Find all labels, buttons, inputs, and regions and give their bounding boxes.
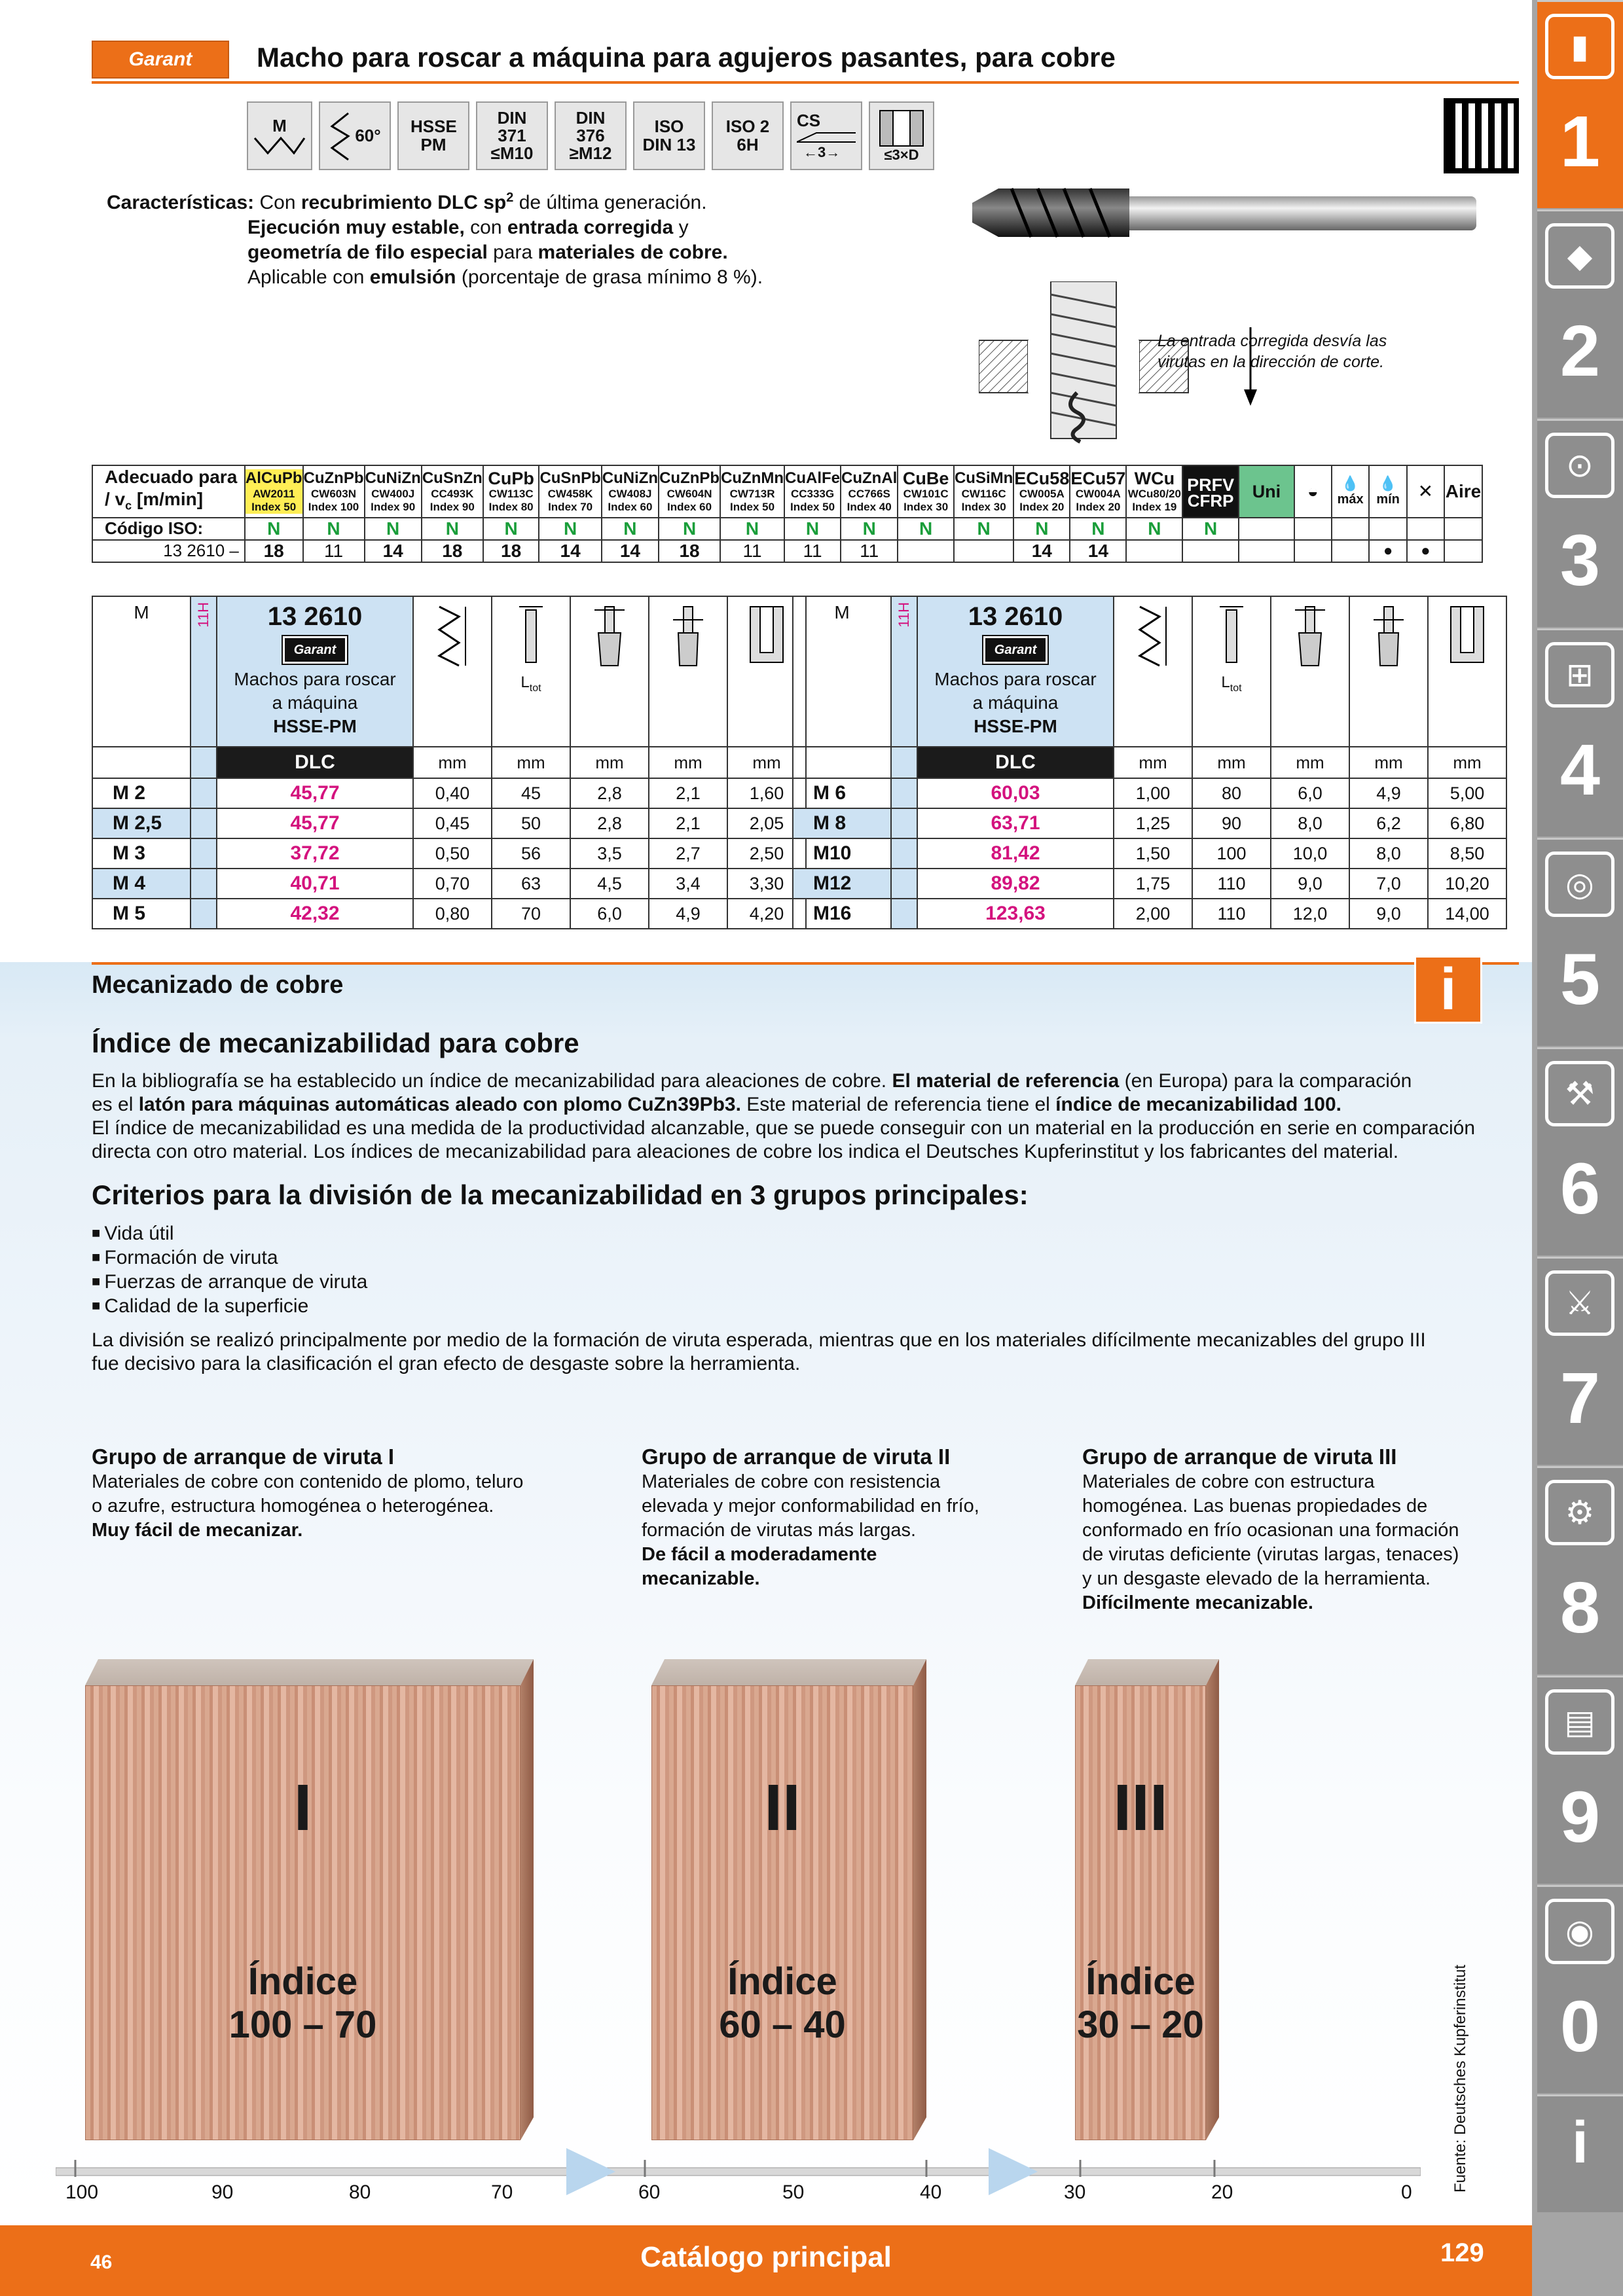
din376-label: DIN 376 ≥M12 [569, 107, 612, 164]
product-table [92, 596, 807, 929]
dim-cell-d2: 9,0 [1349, 899, 1428, 929]
material-table [92, 465, 1483, 563]
chapter-number: 5 [1559, 939, 1601, 1020]
speed-cell: 18 [483, 540, 539, 562]
dim-cell-p: 0,45 [413, 808, 492, 838]
chapter-number: 8 [1559, 1568, 1601, 1648]
depth-label: ≤3×D [884, 146, 919, 163]
iso-code-cell: N [954, 518, 1013, 540]
symbol-hsse [397, 101, 469, 170]
dim-cell-l: 110 [1192, 899, 1271, 929]
dim-cell-drill: 3,30 [727, 869, 806, 899]
price-cell: 60,03 [917, 778, 1114, 808]
material-col-12: CuSiMn CW116C Index 30 [954, 465, 1013, 518]
speed-cell: 18 [422, 540, 483, 562]
unit-label: mm [492, 747, 570, 778]
dim-cell-p: 1,00 [1114, 778, 1192, 808]
dim-cell-d1: 6,0 [570, 899, 649, 929]
dim-cell-d2: 8,0 [1349, 838, 1428, 869]
cube-3-index: Índice 30 – 20 [1077, 1960, 1204, 2046]
product-row[interactable] [793, 838, 1506, 869]
tolerance-label: 11H [891, 596, 917, 747]
cube-1-index: Índice 100 – 70 [228, 1960, 377, 2046]
price-cell: 45,77 [217, 778, 413, 808]
cube-group-3 [1075, 1659, 1219, 2140]
scale-tick-label: 40 [920, 2181, 942, 2203]
cooling-cell [1444, 540, 1482, 562]
chapter-1-icon: ▮ [1545, 14, 1614, 79]
speed-cell: 14 [539, 540, 601, 562]
dim-cell-d1: 2,8 [570, 778, 649, 808]
chamfer-icon [797, 130, 856, 145]
material-col-4: CuPb CW113C Index 80 [483, 465, 539, 518]
header-rule [92, 81, 1519, 84]
product-row[interactable] [793, 869, 1506, 899]
speed-cell: 14 [1070, 540, 1126, 562]
material-col-1: CuZnPb CW603N Index 100 [303, 465, 365, 518]
chapter-2-icon: ◆ [1545, 223, 1614, 289]
garant-logo: Garant [283, 636, 347, 664]
tap-shank-icon [1271, 596, 1349, 747]
thread-profile-icon [253, 135, 306, 154]
price-cell: 89,82 [917, 869, 1114, 899]
dim-cell-drill: 1,60 [727, 778, 806, 808]
speed-cell: 14 [365, 540, 422, 562]
iso-code-cell: N [422, 518, 483, 540]
dim-cell-l: 110 [1192, 869, 1271, 899]
chapter-6-icon: ⚒ [1545, 1061, 1614, 1126]
chapter-tab-4[interactable] [1537, 628, 1623, 836]
chapter-5-icon: ◎ [1545, 852, 1614, 917]
brand-logo: Garant [92, 41, 229, 79]
dim-cell-p: 0,50 [413, 838, 492, 869]
speed-cell: 18 [245, 540, 303, 562]
price-cell: 40,71 [217, 869, 413, 899]
chapter-number: 7 [1559, 1358, 1601, 1439]
chapter-tab-1[interactable] [1537, 0, 1623, 208]
iso-code-cell: N [659, 518, 720, 540]
tap-shank-icon [570, 596, 649, 747]
product-table-right [792, 596, 1507, 929]
material-col-10: CuZnAl CC766S Index 40 [841, 465, 898, 518]
size-cell: M 3 [92, 838, 191, 869]
chapter-tab-9[interactable] [1537, 1676, 1623, 1884]
tolerance-label: 11H [191, 596, 217, 747]
material-header-row [92, 465, 1482, 518]
product-header-row [793, 596, 1506, 747]
speed-cell [898, 540, 954, 562]
dim-cell-drill: 2,05 [727, 808, 806, 838]
dim-cell-d2: 7,0 [1349, 869, 1428, 899]
speed-cell [954, 540, 1013, 562]
size-cell: M 2 [92, 778, 191, 808]
thread-profile-icon [1114, 596, 1192, 747]
scale-tick-label: 20 [1211, 2181, 1233, 2203]
speed-cell [1239, 540, 1294, 562]
garant-logo: Garant [983, 636, 1048, 664]
paragraph-index: En la bibliografía se ha establecido un índice de mecanizabilidad para aleaciones de cobre. El material de referencia (en Europa) para la comparación es el latón para máquinas automáticas aleado con plomo CuZn39Pb3. Este material de referencia tiene el índice de mecanizabilidad 100. El índice de mecanizabilidad es una medida de la productividad alcanzable, que se puede conseguir con un material en la producción en serie en comparación directa con otro material. Los índices de mecanizabilidad para aleaciones de cobre los indica el Deutsches Kupferinstitut y los fabricantes del material. [92, 1070, 1476, 1162]
chapter-tab-3[interactable] [1537, 419, 1623, 627]
dim-cell-l: 50 [492, 808, 570, 838]
source-note: Fuente: Deutsches Kupferinstitut [1451, 1964, 1469, 2193]
dim-cell-p: 1,50 [1114, 838, 1192, 869]
price-cell: 37,72 [217, 838, 413, 869]
chapter-number: 2 [1559, 311, 1601, 391]
chapter-tab-7[interactable] [1537, 1257, 1623, 1465]
chapter-3-icon: ⊙ [1545, 433, 1614, 498]
cs-label: CS [797, 111, 821, 131]
dim-cell-d1: 9,0 [1271, 869, 1349, 899]
scale-tick-label: 0 [1401, 2181, 1412, 2203]
angle-label: 60° [355, 125, 381, 145]
criteria-item: ■ Calidad de la superficie [92, 1294, 367, 1318]
price-cell: 63,71 [917, 808, 1114, 838]
dim-cell-d1: 6,0 [1271, 778, 1349, 808]
dim-cell-l: 90 [1192, 808, 1271, 838]
dim-cell-d2: 3,4 [649, 869, 727, 899]
iso-code-cell: N [245, 518, 303, 540]
symbol-depth [869, 101, 934, 170]
size-cell: M12 [793, 869, 891, 899]
unit-label: mm [1192, 747, 1271, 778]
coolant-max-icon: 💧 máx [1332, 465, 1370, 518]
unit-label: mm [570, 747, 649, 778]
dim-cell-l: 56 [492, 838, 570, 869]
symbol-angle [319, 101, 391, 170]
iso-code-row: Código ISO: N N N N N N N N N N N N N N N N N [92, 518, 1482, 540]
size-cell: M 8 [793, 808, 891, 838]
product-subheader-row [92, 747, 806, 778]
scale-tick-label: 100 [65, 2181, 99, 2203]
unit-label: mm [649, 747, 727, 778]
chapter-number: i [1571, 2110, 1588, 2176]
symbol-cs [790, 101, 862, 170]
group-1-description: Grupo de arranque de viruta I Materiales de cobre con contenido de plomo, teluro o azufre, estructura homogénea o heterogénea. Muy fácil de mecanizar. [92, 1444, 524, 1541]
tap-square-icon [1349, 596, 1428, 747]
footer-page-number: 129 [1440, 2238, 1484, 2267]
iso-code-cell: N [1182, 518, 1239, 540]
tap-square-icon [649, 596, 727, 747]
material-col-0: AlCuPb AW2011 Index 50 [245, 465, 303, 518]
chapter-7-icon: ⚔ [1545, 1270, 1614, 1336]
info-section-rule [92, 962, 1519, 965]
symbol-iso-din13 [633, 101, 705, 170]
hsse-label: HSSE PM [410, 117, 457, 154]
m-label: M [92, 596, 191, 747]
criteria-list [92, 1221, 367, 1318]
dim-cell-p: 1,75 [1114, 869, 1192, 899]
heading-index: Índice de mecanizabilidad para cobre [92, 1028, 579, 1058]
footer-left-page: 46 [90, 2251, 113, 2273]
iso-code-cell [1239, 518, 1294, 540]
chapter-tab-8[interactable] [1537, 1466, 1623, 1674]
criteria-item: ■ Formación de viruta [92, 1246, 367, 1270]
material-col-6: CuNiZn CW408J Index 60 [602, 465, 659, 518]
chapter-tab-0[interactable] [1537, 1885, 1623, 2093]
material-col-8: CuZnMn CW713R Index 50 [720, 465, 784, 518]
iso-code-cell: N [1126, 518, 1182, 540]
cube-2-roman: II [764, 1771, 801, 1844]
characteristics: Características: Con recubrimiento DLC $sp^2$ de última generación. Ejecución muy estable, con entrada corregida y geometría de filo especial para materiales de cobre. Aplicable con emulsión (porcentaje de grasa mínimo 8 %). [107, 190, 763, 288]
scale-tick-label: 30 [1064, 2181, 1086, 2203]
section-title: Mecanizado de cobre [92, 971, 344, 999]
cube-3-roman: III [1113, 1771, 1168, 1844]
price-cell: 81,42 [917, 838, 1114, 869]
cooling-cell: ● [1369, 540, 1406, 562]
material-col-9: CuAlFe CC333G Index 50 [784, 465, 841, 518]
criteria-item: ■ Vida útil [92, 1221, 367, 1246]
price-cell: 123,63 [917, 899, 1114, 929]
dim-cell-d2: 4,9 [649, 899, 727, 929]
iso-code-cell: N [720, 518, 784, 540]
dim-cell-d2: 2,7 [649, 838, 727, 869]
unit-label: mm [413, 747, 492, 778]
speed-cell: 11 [303, 540, 365, 562]
tap-image [959, 185, 1483, 241]
scale-tick-label: 80 [349, 2181, 371, 2203]
footer-catalog-title: Catálogo principal [640, 2241, 892, 2273]
m-label: M [793, 596, 891, 747]
scale-tick-label: 60 [638, 2181, 661, 2203]
chapter-number: 4 [1559, 730, 1601, 810]
cooling-cell [1294, 540, 1332, 562]
group-3-description: Grupo de arranque de viruta III Materiales de cobre con estructura homogénea. Las buenas propiedades de conformado en frío ocasionan una formación de virutas deficiente (virutas largas, tenaces) y un desgaste elevado de la herramienta. Difícilmente mecanizable. [1082, 1444, 1459, 1613]
size-cell: M16 [793, 899, 891, 929]
material-col-14: ECu57 CW004A Index 20 [1070, 465, 1126, 518]
product-subheader-row [793, 747, 1506, 778]
chapter-tab-2[interactable] [1537, 209, 1623, 418]
chapter-number: 6 [1559, 1149, 1601, 1229]
product-row[interactable] [793, 808, 1506, 838]
speed-cell: 11 [841, 540, 898, 562]
dim-cell-drill: 10,20 [1428, 869, 1506, 899]
scale-tick-label: 70 [491, 2181, 513, 2203]
product-row[interactable] [92, 838, 806, 869]
din371-label: DIN 371 ≤M10 [490, 107, 534, 164]
cooling-cell: ● [1407, 540, 1444, 562]
material-col-11: CuBe CW101C Index 30 [898, 465, 954, 518]
cube-group-2 [651, 1659, 926, 2140]
dim-cell-p: 0,40 [413, 778, 492, 808]
scale-tick-label: 50 [782, 2181, 805, 2203]
dim-cell-p: 0,80 [413, 899, 492, 929]
iso-code-cell: N [303, 518, 365, 540]
chapter-tab-info[interactable] [1537, 2094, 1623, 2212]
dim-cell-drill: 4,20 [727, 899, 806, 929]
chapter-number: 9 [1559, 1777, 1601, 1857]
dim-cell-drill: 14,00 [1428, 899, 1506, 929]
product-description: 13 2610 Garant Machos para roscar a máquina HSSE-PM [917, 596, 1114, 747]
iso2-label: ISO 2 6H [725, 117, 770, 154]
chapter-tab-6[interactable] [1537, 1047, 1623, 1255]
info-icon: i [1414, 956, 1482, 1024]
dim-cell-d1: 2,8 [570, 808, 649, 838]
dim-cell-d1: 8,0 [1271, 808, 1349, 838]
unit-label: mm [1271, 747, 1349, 778]
dim-cell-d1: 3,5 [570, 838, 649, 869]
material-col-13: ECu58 CW005A Index 20 [1013, 465, 1070, 518]
dim-cell-d2: 4,9 [1349, 778, 1428, 808]
emulsion-icon: ◒ [1294, 465, 1332, 518]
dim-cell-l: 63 [492, 869, 570, 899]
product-row[interactable] [92, 808, 806, 838]
product-row[interactable] [793, 899, 1506, 929]
group-2-description: Grupo de arranque de viruta II Materiales de cobre con resistencia elevada y mejor conformabilidad en frío, formación de virutas más largas. De fácil a moderadamente mecanizable. [642, 1444, 979, 1589]
price-cell: 45,77 [217, 808, 413, 838]
chapter-number: 1 [1559, 101, 1601, 182]
iso-code-cell: N [365, 518, 422, 540]
diagram-note: La entrada corregida desvía las virutas en la dirección de corte. [1158, 332, 1387, 371]
cube-2-index: Índice 60 – 40 [719, 1960, 846, 2046]
product-row[interactable] [92, 778, 806, 808]
speed-cell: 11 [784, 540, 841, 562]
dim-cell-l: 45 [492, 778, 570, 808]
dim-cell-p: 0,70 [413, 869, 492, 899]
size-cell: M10 [793, 838, 891, 869]
dim-cell-d2: 2,1 [649, 808, 727, 838]
iso-code-cell: N [841, 518, 898, 540]
coating-label: DLC [217, 747, 413, 778]
dim-cell-d1: 12,0 [1271, 899, 1349, 929]
iso-code-cell: N [898, 518, 954, 540]
dim-cell-d2: 6,2 [1349, 808, 1428, 838]
arrow-1 [566, 2148, 615, 2195]
material-col-3: CuSnZn CC493K Index 90 [422, 465, 483, 518]
iso-code-cell: N [483, 518, 539, 540]
size-cell: M 4 [92, 869, 191, 899]
product-row[interactable] [793, 778, 1506, 808]
speed-cell [1126, 540, 1182, 562]
speed-cell: 18 [659, 540, 720, 562]
dry-icon: ✕ [1407, 465, 1444, 518]
blind-hole-icon [879, 109, 924, 147]
iso-code-cell: N [1013, 518, 1070, 540]
flank-angle-icon [329, 110, 355, 162]
tap-length-icon: $L_{tot}$ [1192, 596, 1271, 747]
dim-cell-l: 70 [492, 899, 570, 929]
chapter-4-icon: ⊞ [1545, 642, 1614, 708]
unit-label: mm [1349, 747, 1428, 778]
product-description: 13 2610 Garant Machos para roscar a máquina HSSE-PM [217, 596, 413, 747]
suitable-label: Adecuado para / $v_c$ [m/min] [92, 465, 245, 518]
iso-code-cell: N [602, 518, 659, 540]
product-row[interactable] [92, 869, 806, 899]
iso-code-cell: N [539, 518, 601, 540]
air-label: Aire [1444, 465, 1482, 518]
speed-cell [1182, 540, 1239, 562]
unit-label: mm [1428, 747, 1506, 778]
size-cell: M 2,5 [92, 808, 191, 838]
dim-cell-drill: 2,50 [727, 838, 806, 869]
dim-cell-d1: 10,0 [1271, 838, 1349, 869]
iso-din13-label: ISO DIN 13 [642, 117, 696, 154]
speed-cell: 14 [602, 540, 659, 562]
chapter-9-icon: ▤ [1545, 1689, 1614, 1755]
qr-code[interactable] [1444, 98, 1519, 173]
symbol-iso2 [712, 101, 784, 170]
cs-number: ←3→ [803, 143, 841, 160]
iso-code-cell: N [1070, 518, 1126, 540]
symbol-din376 [555, 101, 627, 170]
chapter-0-icon: ◉ [1545, 1899, 1614, 1964]
price-cell: 42,32 [217, 899, 413, 929]
material-col-5: CuSnPb CW458K Index 70 [539, 465, 601, 518]
symbol-m-label: M [272, 115, 287, 135]
unit-label: mm [727, 747, 806, 778]
iso-code-cell: N [784, 518, 841, 540]
dim-cell-drill: 6,80 [1428, 808, 1506, 838]
material-col-7: CuZnPb CW604N Index 60 [659, 465, 720, 518]
dim-cell-p: 1,25 [1114, 808, 1192, 838]
dim-cell-d2: 2,1 [649, 778, 727, 808]
material-col-17: Uni [1239, 465, 1294, 518]
drill-hole-icon [1428, 596, 1506, 747]
dim-cell-l: 80 [1192, 778, 1271, 808]
dim-cell-d1: 4,5 [570, 869, 649, 899]
unit-label: mm [1114, 747, 1192, 778]
scale-tick-label: 90 [211, 2181, 234, 2203]
cube-group-1 [85, 1659, 534, 2140]
speed-cell: 14 [1013, 540, 1070, 562]
tap-length-icon: $L_{tot}$ [492, 596, 570, 747]
dim-cell-p: 2,00 [1114, 899, 1192, 929]
product-header-row [92, 596, 806, 747]
page-title: Macho para roscar a máquina para agujeros pasantes, para cobre [257, 42, 1116, 73]
chapter-number: 0 [1559, 1986, 1601, 2067]
product-table [792, 596, 1507, 929]
arrow-2 [989, 2148, 1038, 2195]
dim-cell-drill: 8,50 [1428, 838, 1506, 869]
size-cell: M 6 [793, 778, 891, 808]
symbol-din371 [476, 101, 548, 170]
material-col-15: WCu WCu80/20 Index 19 [1126, 465, 1182, 518]
symbol-metric-thread [247, 101, 312, 170]
chapter-number: 3 [1559, 520, 1601, 601]
dim-cell-drill: 5,00 [1428, 778, 1506, 808]
dim-cell-l: 100 [1192, 838, 1271, 869]
paragraph-division: La división se realizó principalmente por medio de la formación de viruta esperada, mientras que en los materiales difícilmente mecanizables del grupo III fue decisivo para la clasificación el gran efecto de desgaste sobre la herramienta. [92, 1329, 1426, 1374]
criteria-item: ■ Fuerzas de arranque de viruta [92, 1270, 367, 1294]
speed-cell: 11 [720, 540, 784, 562]
cooling-cell [1332, 540, 1370, 562]
coolant-min-icon: 💧 mín [1369, 465, 1406, 518]
thread-profile-icon [413, 596, 492, 747]
speed-row: 13 2610 – 18 11 14 18 18 14 14 18 11 11 11 14 14 ● ● [92, 540, 1482, 562]
material-col-2: CuNiZn CW400J Index 90 [365, 465, 422, 518]
product-row[interactable] [92, 899, 806, 929]
size-cell: M 5 [92, 899, 191, 929]
chapter-8-icon: ⚙ [1545, 1480, 1614, 1545]
cube-1-roman: I [293, 1771, 312, 1844]
coating-label: DLC [917, 747, 1114, 778]
heading-criteria: Criterios para la división de la mecanizabilidad en 3 grupos principales: [92, 1179, 1029, 1210]
product-table-left [92, 596, 807, 929]
chapter-tab-5[interactable] [1537, 838, 1623, 1046]
material-col-16: PRFV CFRP [1182, 465, 1239, 518]
